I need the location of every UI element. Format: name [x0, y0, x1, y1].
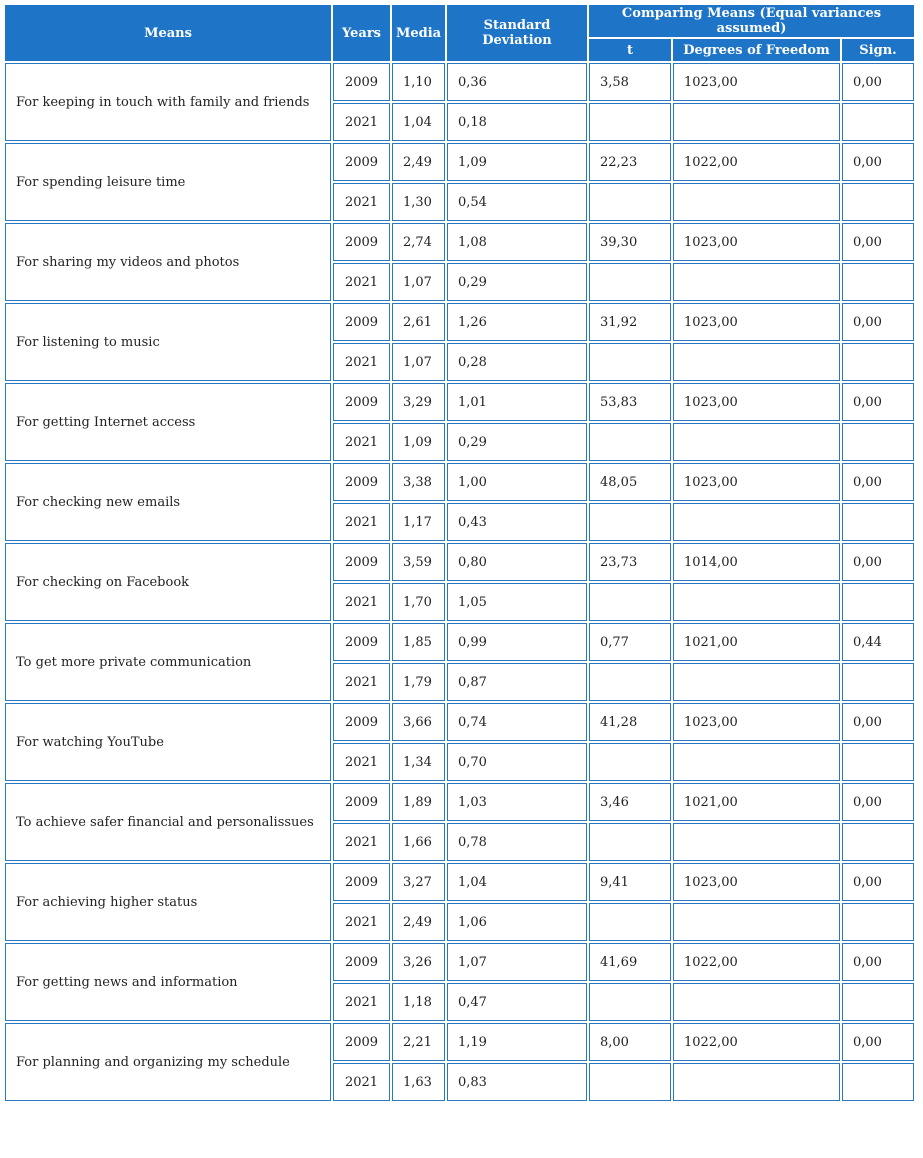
std-cell: 0,54	[447, 183, 587, 221]
year-cell: 2009	[333, 223, 390, 261]
header-sign: Sign.	[842, 39, 914, 61]
sign-cell: 0,00	[842, 463, 914, 501]
sign-cell	[842, 663, 914, 701]
year-cell: 2009	[333, 63, 390, 101]
table-body	[5, 63, 914, 1101]
year-cell: 2009	[333, 463, 390, 501]
year-cell: 2009	[333, 863, 390, 901]
t-cell: 3,58	[589, 63, 671, 101]
year-cell: 2009	[333, 783, 390, 821]
year-cell: 2009	[333, 543, 390, 581]
df-cell: 1022,00	[673, 943, 840, 981]
table-row	[5, 383, 914, 421]
t-cell: 41,69	[589, 943, 671, 981]
year-cell: 2021	[333, 1063, 390, 1101]
media-cell: 1,07	[392, 263, 445, 301]
std-cell: 0,80	[447, 543, 587, 581]
std-cell: 0,28	[447, 343, 587, 381]
t-cell	[589, 743, 671, 781]
row-label: For getting news and information	[5, 943, 331, 1021]
sign-cell	[842, 503, 914, 541]
t-cell	[589, 903, 671, 941]
header-degrees-of-freedom: Degrees of Freedom	[673, 39, 840, 61]
df-cell: 1023,00	[673, 63, 840, 101]
std-cell: 0,47	[447, 983, 587, 1021]
df-cell: 1021,00	[673, 623, 840, 661]
media-cell: 1,66	[392, 823, 445, 861]
media-cell: 1,17	[392, 503, 445, 541]
row-label: For achieving higher status	[5, 863, 331, 941]
std-cell: 1,04	[447, 863, 587, 901]
table-row	[5, 223, 914, 261]
sign-cell	[842, 183, 914, 221]
df-cell: 1023,00	[673, 223, 840, 261]
sign-cell	[842, 343, 914, 381]
t-cell	[589, 503, 671, 541]
t-cell: 0,77	[589, 623, 671, 661]
std-cell: 0,83	[447, 1063, 587, 1101]
media-cell: 3,29	[392, 383, 445, 421]
media-cell: 3,38	[392, 463, 445, 501]
t-cell: 9,41	[589, 863, 671, 901]
year-cell: 2009	[333, 1023, 390, 1061]
df-cell	[673, 1063, 840, 1101]
sign-cell: 0,00	[842, 63, 914, 101]
header-comparing-means: Comparing Means (Equal variances assumed)	[589, 5, 914, 37]
media-cell: 3,27	[392, 863, 445, 901]
table-row	[5, 143, 914, 181]
table-row	[5, 63, 914, 101]
df-cell: 1014,00	[673, 543, 840, 581]
sign-cell	[842, 1063, 914, 1101]
t-cell: 22,23	[589, 143, 671, 181]
year-cell: 2021	[333, 903, 390, 941]
std-cell: 0,78	[447, 823, 587, 861]
df-cell: 1023,00	[673, 463, 840, 501]
df-cell	[673, 663, 840, 701]
media-cell: 2,49	[392, 903, 445, 941]
std-cell: 1,03	[447, 783, 587, 821]
sign-cell	[842, 743, 914, 781]
media-cell: 1,18	[392, 983, 445, 1021]
table-row	[5, 543, 914, 581]
header-standard-deviation: Standard Deviation	[447, 5, 587, 61]
df-cell	[673, 823, 840, 861]
year-cell: 2009	[333, 303, 390, 341]
table-row	[5, 783, 914, 821]
t-cell: 53,83	[589, 383, 671, 421]
t-cell	[589, 663, 671, 701]
df-cell	[673, 423, 840, 461]
sign-cell: 0,00	[842, 783, 914, 821]
year-cell: 2021	[333, 663, 390, 701]
year-cell: 2021	[333, 103, 390, 141]
sign-cell: 0,00	[842, 943, 914, 981]
table-row	[5, 463, 914, 501]
sign-cell	[842, 103, 914, 141]
df-cell: 1023,00	[673, 863, 840, 901]
df-cell	[673, 583, 840, 621]
row-label: For listening to music	[5, 303, 331, 381]
year-cell: 2021	[333, 983, 390, 1021]
std-cell: 1,08	[447, 223, 587, 261]
media-cell: 1,85	[392, 623, 445, 661]
t-cell: 41,28	[589, 703, 671, 741]
t-cell	[589, 263, 671, 301]
std-cell: 1,06	[447, 903, 587, 941]
year-cell: 2021	[333, 263, 390, 301]
row-label: For watching YouTube	[5, 703, 331, 781]
year-cell: 2021	[333, 743, 390, 781]
header-means: Means	[5, 5, 331, 61]
std-cell: 0,87	[447, 663, 587, 701]
year-cell: 2021	[333, 823, 390, 861]
std-cell: 0,99	[447, 623, 587, 661]
table-row	[5, 303, 914, 341]
row-label: To get more private communication	[5, 623, 331, 701]
sign-cell: 0,00	[842, 703, 914, 741]
df-cell: 1023,00	[673, 303, 840, 341]
df-cell: 1021,00	[673, 783, 840, 821]
header-media: Media	[392, 5, 445, 61]
table-row	[5, 863, 914, 901]
t-cell: 39,30	[589, 223, 671, 261]
row-label: For spending leisure time	[5, 143, 331, 221]
t-cell: 8,00	[589, 1023, 671, 1061]
sign-cell	[842, 263, 914, 301]
df-cell: 1022,00	[673, 143, 840, 181]
df-cell	[673, 903, 840, 941]
media-cell: 1,07	[392, 343, 445, 381]
t-cell	[589, 343, 671, 381]
table-row	[5, 943, 914, 981]
media-cell: 1,70	[392, 583, 445, 621]
media-cell: 1,09	[392, 423, 445, 461]
df-cell	[673, 103, 840, 141]
year-cell: 2021	[333, 423, 390, 461]
year-cell: 2021	[333, 183, 390, 221]
sign-cell: 0,00	[842, 303, 914, 341]
media-cell: 2,74	[392, 223, 445, 261]
year-cell: 2009	[333, 943, 390, 981]
df-cell: 1022,00	[673, 1023, 840, 1061]
std-cell: 1,01	[447, 383, 587, 421]
table-container	[3, 3, 916, 1103]
df-cell	[673, 263, 840, 301]
header-years: Years	[333, 5, 390, 61]
std-cell: 1,09	[447, 143, 587, 181]
std-cell: 1,00	[447, 463, 587, 501]
media-cell: 2,21	[392, 1023, 445, 1061]
media-cell: 3,26	[392, 943, 445, 981]
df-cell: 1023,00	[673, 703, 840, 741]
t-cell	[589, 823, 671, 861]
media-cell: 1,30	[392, 183, 445, 221]
year-cell: 2021	[333, 503, 390, 541]
header-t: t	[589, 39, 671, 61]
std-cell: 0,29	[447, 423, 587, 461]
row-label: To achieve safer financial and personalissues	[5, 783, 331, 861]
media-cell: 2,61	[392, 303, 445, 341]
sign-cell	[842, 423, 914, 461]
df-cell	[673, 503, 840, 541]
year-cell: 2021	[333, 343, 390, 381]
sign-cell: 0,00	[842, 543, 914, 581]
sign-cell	[842, 903, 914, 941]
sign-cell: 0,00	[842, 223, 914, 261]
t-cell: 31,92	[589, 303, 671, 341]
t-cell: 48,05	[589, 463, 671, 501]
sign-cell: 0,00	[842, 1023, 914, 1061]
row-label: For getting Internet access	[5, 383, 331, 461]
std-cell: 0,43	[447, 503, 587, 541]
sign-cell: 0,00	[842, 143, 914, 181]
media-cell: 1,10	[392, 63, 445, 101]
std-cell: 0,29	[447, 263, 587, 301]
t-cell	[589, 983, 671, 1021]
std-cell: 0,18	[447, 103, 587, 141]
df-cell	[673, 983, 840, 1021]
df-cell	[673, 743, 840, 781]
t-cell: 23,73	[589, 543, 671, 581]
media-cell: 2,49	[392, 143, 445, 181]
std-cell: 0,70	[447, 743, 587, 781]
std-cell: 0,74	[447, 703, 587, 741]
df-cell	[673, 183, 840, 221]
row-label: For keeping in touch with family and friends	[5, 63, 331, 141]
std-cell: 1,19	[447, 1023, 587, 1061]
df-cell	[673, 343, 840, 381]
media-cell: 1,89	[392, 783, 445, 821]
sign-cell	[842, 583, 914, 621]
table-header	[5, 5, 914, 61]
row-label: For checking on Facebook	[5, 543, 331, 621]
media-cell: 1,63	[392, 1063, 445, 1101]
sign-cell: 0,00	[842, 863, 914, 901]
sign-cell	[842, 983, 914, 1021]
df-cell: 1023,00	[673, 383, 840, 421]
std-cell: 1,05	[447, 583, 587, 621]
year-cell: 2009	[333, 703, 390, 741]
sign-cell: 0,00	[842, 383, 914, 421]
media-cell: 1,04	[392, 103, 445, 141]
t-cell	[589, 1063, 671, 1101]
row-label: For sharing my videos and photos	[5, 223, 331, 301]
sign-cell: 0,44	[842, 623, 914, 661]
t-cell	[589, 423, 671, 461]
media-cell: 3,59	[392, 543, 445, 581]
year-cell: 2021	[333, 583, 390, 621]
t-cell: 3,46	[589, 783, 671, 821]
media-cell: 1,34	[392, 743, 445, 781]
row-label: For checking new emails	[5, 463, 331, 541]
row-label: For planning and organizing my schedule	[5, 1023, 331, 1101]
std-cell: 1,26	[447, 303, 587, 341]
year-cell: 2009	[333, 143, 390, 181]
t-cell	[589, 583, 671, 621]
t-cell	[589, 183, 671, 221]
media-cell: 3,66	[392, 703, 445, 741]
t-cell	[589, 103, 671, 141]
std-cell: 1,07	[447, 943, 587, 981]
table-row	[5, 1023, 914, 1061]
year-cell: 2009	[333, 383, 390, 421]
table-row	[5, 623, 914, 661]
sign-cell	[842, 823, 914, 861]
std-cell: 0,36	[447, 63, 587, 101]
year-cell: 2009	[333, 623, 390, 661]
table-row	[5, 703, 914, 741]
media-cell: 1,79	[392, 663, 445, 701]
means-comparison-table	[3, 3, 916, 1103]
